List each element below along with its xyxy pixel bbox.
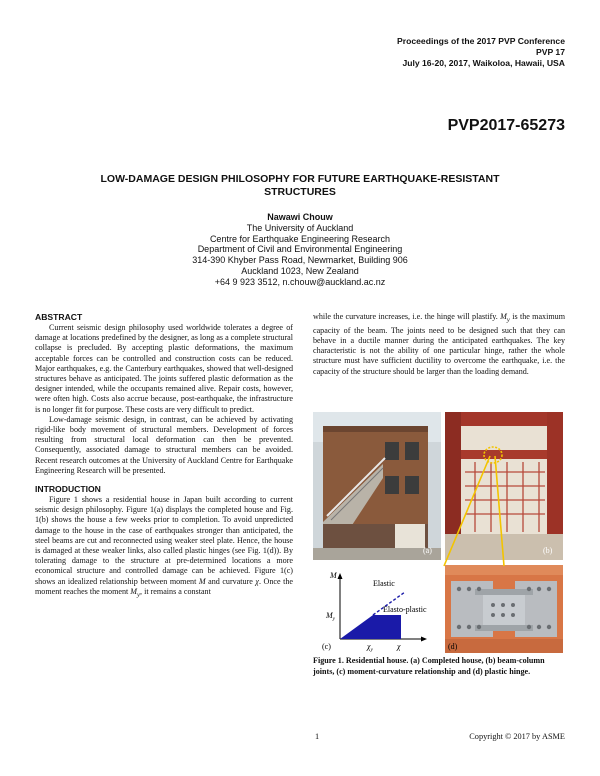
introduction-paragraph-continued: while the curvature increases, i.e. the hinge will plastify. $M_y$ is the maximum capacity of the beam. The joints need to be designed such that they can behave in a ductile manner during the anticipated earthquakes. The key characteristic is not the ability of one particular hinge, rather the whole structure must have sufficient ductility to overcome the earthquake, i.e. the capacity of the structure should be larger than the loading demand. [313,312,565,376]
page-number: 1 [315,732,320,741]
author-address: 314-390 Khyber Pass Road, Newmarket, Building 906 [192,255,408,266]
introduction-heading: INTRODUCTION [35,484,101,495]
conference-dates: July 16-20, 2017, Waikoloa, Hawaii, USA [402,58,565,68]
figure-1a-house-photo [313,412,441,560]
title-line: LOW-DAMAGE DESIGN PHILOSOPHY FOR FUTURE EARTHQUAKE-RESISTANT [100,173,500,185]
figure-label-b: (b) [543,546,553,555]
symbol-moment: M [198,576,206,586]
symbol-yield-moment: M [500,312,507,321]
figure-label-d: (d) [448,642,458,651]
abstract-heading: ABSTRACT [35,312,83,322]
conference-code: PVP 17 [536,47,565,57]
my-label: $M_y$ [326,611,336,622]
left-column [35,312,293,601]
abstract-paragraph: Current seismic design philosophy used worldwide tolerates a degree of damage at locations predefined by the designer, as long as a complete structural collapse is precluded. By accepting plastic deformations, the maximum acceptable forces can be controlled and construction costs can be reduced. Major earthquakes, e.g. the Canterbury earthquakes, showed that well-designed structures behave as anticipated. The joints suffered plastic deformation as the designer intended, while the occupants remained alive. Repair costs, however, were often high. Costs also accrue because, post-earthquake, the infrastructure is no longer fit for purpose. These costs are very difficult to predict. [35,323,293,414]
author-contact: +64 9 923 3512, n.chouw@auckland.ac.nz [214,276,386,287]
figure-label-a: (a) [423,546,432,555]
figure-1d-plastic-hinge-photo [445,565,563,653]
conference-header [397,36,565,69]
axis-label-curvature: χ [397,642,401,651]
chi-y-label: $\chi_y$ [367,642,373,653]
title-line: STRUCTURES [264,186,336,198]
axis-label-moment: M [330,571,337,580]
author-block [100,212,500,288]
figure-caption: Figure 1. Residential house. (a) Completed house, (b) beam-column joints, (c) moment-curvature relationship and (d) plastic hinge. [313,656,545,676]
paper-id: PVP2017-65273 [447,117,565,134]
right-column [313,312,565,377]
figure-callout-connector [440,440,510,570]
author-affiliation: The University of Auckland [246,222,354,233]
author-address: Auckland 1023, New Zealand [241,265,359,276]
author-affiliation: Department of Civil and Environmental Engineering [197,244,403,255]
copyright: Copyright © 2017 by ASME [469,732,565,741]
symbol-curvature: χ [255,576,259,586]
author-affiliation: Centre for Earthquake Engineering Research [209,233,391,244]
symbol-yield-moment: M [130,586,138,596]
conference-name: Proceedings of the 2017 PVP Conference [397,36,565,46]
introduction-paragraph: Figure 1 shows a residential house in Japan built according to current seismic design philosophy. Figure 1(a) displays the completed house and Fig. 1(b) shows the house a few weeks prior to completion. To avoid unpredicted damage to the house in the case of earthquakes stronger than anticipated, the steel beams are cut and reconnected using weaker steel plate. Hence, the house is damaged at these weaker links, also called plastic hinges (see Fig. 1(d)). By tolerating damage to the structure at pre-determined locations a more economical structure and controlled damage can be achieved. Figure 1(c) shows an idealized relationship between moment M and curvature χ. Once the moment reaches the moment $M_y$, it remains a constant [35,495,293,599]
author-name: Nawawi Chouw [267,212,333,222]
elasto-plastic-label: Elasto-plastic [383,605,427,614]
abstract-paragraph: Low-damage seismic design, in contrast, can be achieved by activating rigid-like body movement of structural members. Development of forces resulting from structural local deformation can then be prevented. Consequently, associated damage to structural members can be avoided. Recent research outcomes at the University of Auckland Centre for Earthquake Engineering Research will be presented. [35,414,293,475]
paper-title [60,173,540,199]
elasto-plastic-area [340,615,401,639]
figure-1c-moment-curvature [313,565,441,653]
figure-label-c: (c) [322,642,331,651]
elastic-label: Elastic [373,579,395,588]
